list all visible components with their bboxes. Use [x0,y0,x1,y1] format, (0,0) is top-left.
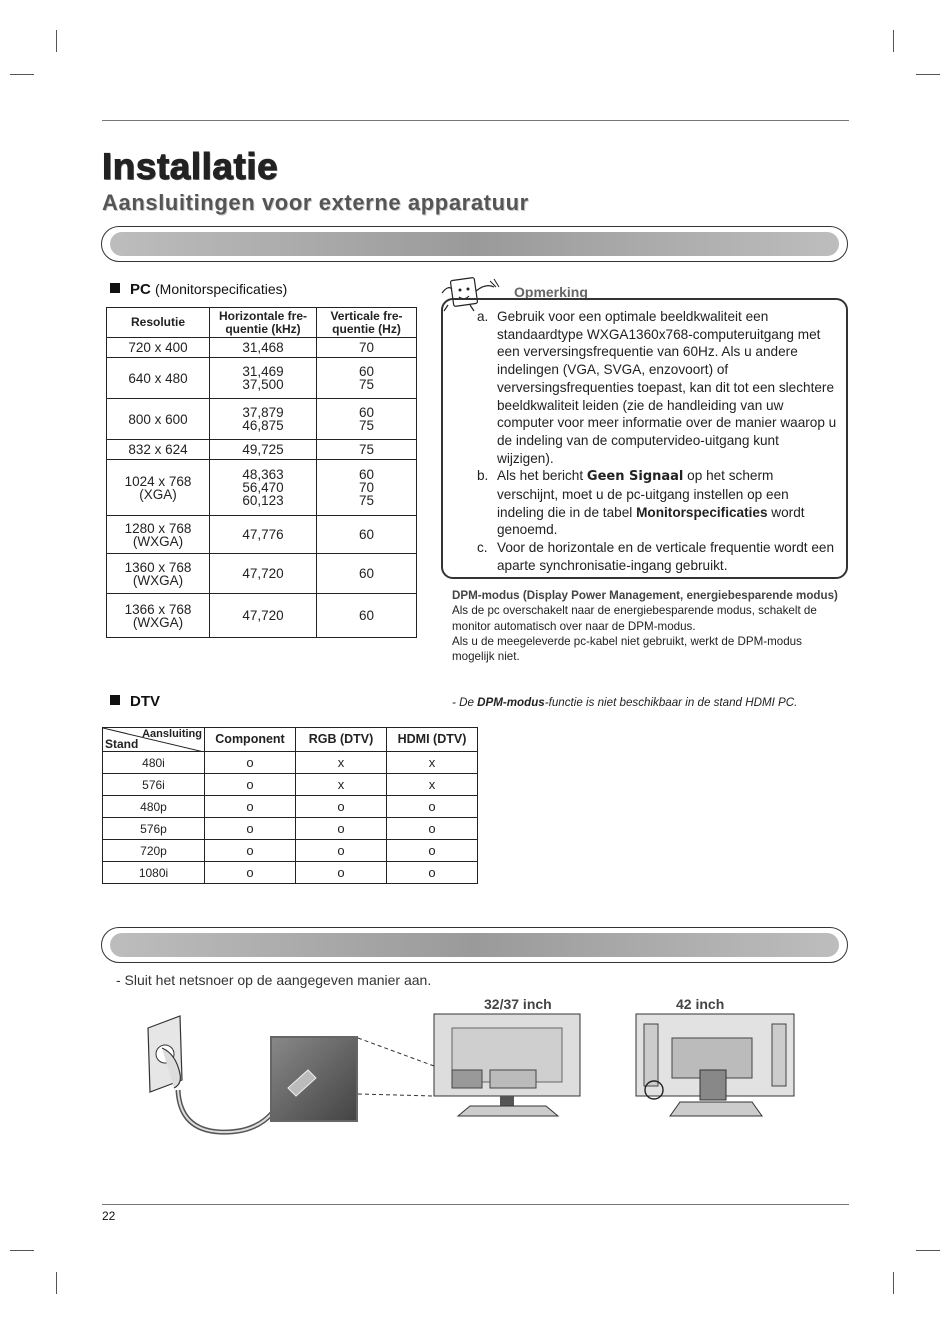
stand-cell: 480i [103,752,205,774]
col-header: HDMI (DTV) [387,728,478,752]
crop-mark [893,1272,894,1294]
note-bold: Geen Signaal [586,469,684,485]
note-item-a [477,308,837,467]
section-bar [101,927,848,963]
crop-mark [10,1250,34,1251]
tv-32-37-back-icon [434,1014,580,1116]
table-row [103,796,478,818]
table-row [103,774,478,796]
note-letter: a. [477,309,489,324]
support-cell: x [387,774,478,796]
support-cell: o [387,796,478,818]
pc-sublabel: (Monitorspecificaties) [155,281,288,297]
note-text: Voor de horizontale en de verticale frequentie wordt een aparte synchronisatie-ingang gebruikt. [497,540,835,573]
table-row [107,440,417,460]
dpm-foot-text: - De [452,696,478,709]
hfreq-cell: 47,720 [210,594,317,638]
vfreq-cell: 75 [317,440,417,460]
vfreq-cell: 60 [317,594,417,638]
vfreq-cell: 60 [317,554,417,594]
support-cell: x [296,752,387,774]
dpm-footnote [452,696,797,709]
dtv-heading [110,693,160,710]
pc-spec-table [106,307,417,638]
hfreq-cell: 31,469 37,500 [210,358,317,399]
note-text: Gebruik voor een optimale beeldkwaliteit een standaardtype WXGA1360x768-computeruitgang met een verversingsfrequentie van 60Hz. Als u andere indelingen (VGA, SVGA, enzovoort) of verversingsfrequenties toepast, kan dit tot een slechtere beeldkwaliteit leiden (zie de handleiding van uw computer voor meer informatie over de manier waarop u de indeling van de computervideo-uitgang kunt wijzigen). [497,309,837,466]
note-letter: c. [477,540,488,556]
support-cell: o [205,752,296,774]
note-text: op het scherm verschijnt, moet u de pc-uitgang instellen op een indeling die in de tabel [497,468,789,520]
page-subtitle: Aansluitingen voor externe apparatuur [102,190,529,215]
note-bold: Monitorspecificaties [636,504,768,520]
wall-socket-icon [148,1016,182,1092]
dpm-foot-bold: DPM-modus [477,696,545,709]
hfreq-cell: 37,879 46,875 [210,399,317,440]
corner-top-label: Aansluiting [142,728,202,740]
table-row [103,752,478,774]
bullet-square [110,283,120,293]
vfreq-cell: 70 [317,338,417,358]
note-list [477,308,837,575]
note-letter: b. [477,468,489,484]
support-cell: x [387,752,478,774]
section-bar [101,226,848,262]
resolution-cell: 640 x 480 [107,358,210,399]
crop-mark [916,1250,940,1251]
resolution-cell: 1366 x 768 (WXGA) [107,594,210,638]
table-row [107,460,417,516]
support-cell: o [205,774,296,796]
support-cell: o [205,840,296,862]
col-header: Component [205,728,296,752]
power-instruction: - Sluit het netsnoer op de aangegeven manier aan. [116,972,432,988]
crop-mark [10,74,34,75]
dtv-label: DTV [130,693,160,710]
col-header: Resolutie [107,308,210,338]
power-connection-illustration [140,1010,840,1160]
resolution-cell: 1280 x 768 (WXGA) [107,516,210,554]
hfreq-cell: 31,468 [210,338,317,358]
page-title: Installatie [102,146,279,187]
support-cell: o [296,796,387,818]
dpm-text: Als u de meegeleverde pc-kabel niet gebruikt, werkt de DPM-modus mogelijk niet. [452,634,802,664]
vfreq-cell: 60 70 75 [317,460,417,516]
support-cell: o [296,862,387,884]
pc-label: PC [130,281,151,298]
table-row [107,399,417,440]
resolution-cell: 1360 x 768 (WXGA) [107,554,210,594]
crop-mark [893,30,894,52]
hfreq-cell: 47,776 [210,516,317,554]
stand-cell: 1080i [103,862,205,884]
note-title: Opmerking [514,284,588,300]
crop-mark [56,1272,57,1294]
dpm-text: Als de pc overschakelt naar de energiebesparende modus, schakelt de monitor automatisch over naar de DPM-modus. [452,604,817,633]
support-cell: o [205,796,296,818]
pc-heading [110,281,287,298]
dpm-foot-text: -functie is niet beschikbaar in de stand HDMI PC. [544,696,798,709]
table-row [107,516,417,554]
stand-cell: 720p [103,840,205,862]
support-cell: o [296,818,387,840]
table-row [103,862,478,884]
support-cell: o [205,862,296,884]
top-rule [102,120,849,121]
resolution-cell: 832 x 624 [107,440,210,460]
support-cell: o [296,840,387,862]
support-cell: o [387,818,478,840]
corner-header [103,728,205,752]
table-row [103,818,478,840]
note-text: wordt genoemd. [497,504,805,538]
support-cell: o [387,862,478,884]
support-cell: o [205,818,296,840]
stand-cell: 480p [103,796,205,818]
stand-cell: 576i [103,774,205,796]
dtv-table [102,727,478,884]
vfreq-cell: 60 75 [317,399,417,440]
table-row [107,594,417,638]
bottom-rule [102,1204,849,1205]
table-row [107,554,417,594]
note-text: Als het bericht [497,468,587,484]
support-cell: x [296,774,387,796]
hfreq-cell: 49,725 [210,440,317,460]
col-header: Verticale fre-quentie (Hz) [317,308,417,338]
crop-mark [56,30,57,52]
tv-42-back-icon [636,1014,794,1116]
table-row [107,338,417,358]
resolution-cell: 800 x 600 [107,399,210,440]
hfreq-cell: 47,720 [210,554,317,594]
dpm-title: DPM-modus (Display Power Management, energiebesparende modus) [452,589,838,602]
note-item-b [477,467,837,539]
bullet-square [110,695,120,705]
crop-mark [916,74,940,75]
hfreq-cell: 48,363 56,470 60,123 [210,460,317,516]
vfreq-cell: 60 [317,516,417,554]
stand-cell: 576p [103,818,205,840]
page-number: 22 [102,1209,116,1223]
tv-size-label: 32/37 inch [484,996,552,1012]
power-connector-icon [270,1036,358,1122]
corner-bottom-label: Stand [105,737,139,751]
resolution-cell: 1024 x 768 (XGA) [107,460,210,516]
table-row [103,840,478,862]
dpm-info [452,588,847,664]
col-header: RGB (DTV) [296,728,387,752]
col-header: Horizontale fre-quentie (kHz) [210,308,317,338]
resolution-cell: 720 x 400 [107,338,210,358]
support-cell: o [387,840,478,862]
note-item-c [477,539,837,574]
table-row [107,358,417,399]
vfreq-cell: 60 75 [317,358,417,399]
tv-size-label: 42 inch [676,996,725,1012]
